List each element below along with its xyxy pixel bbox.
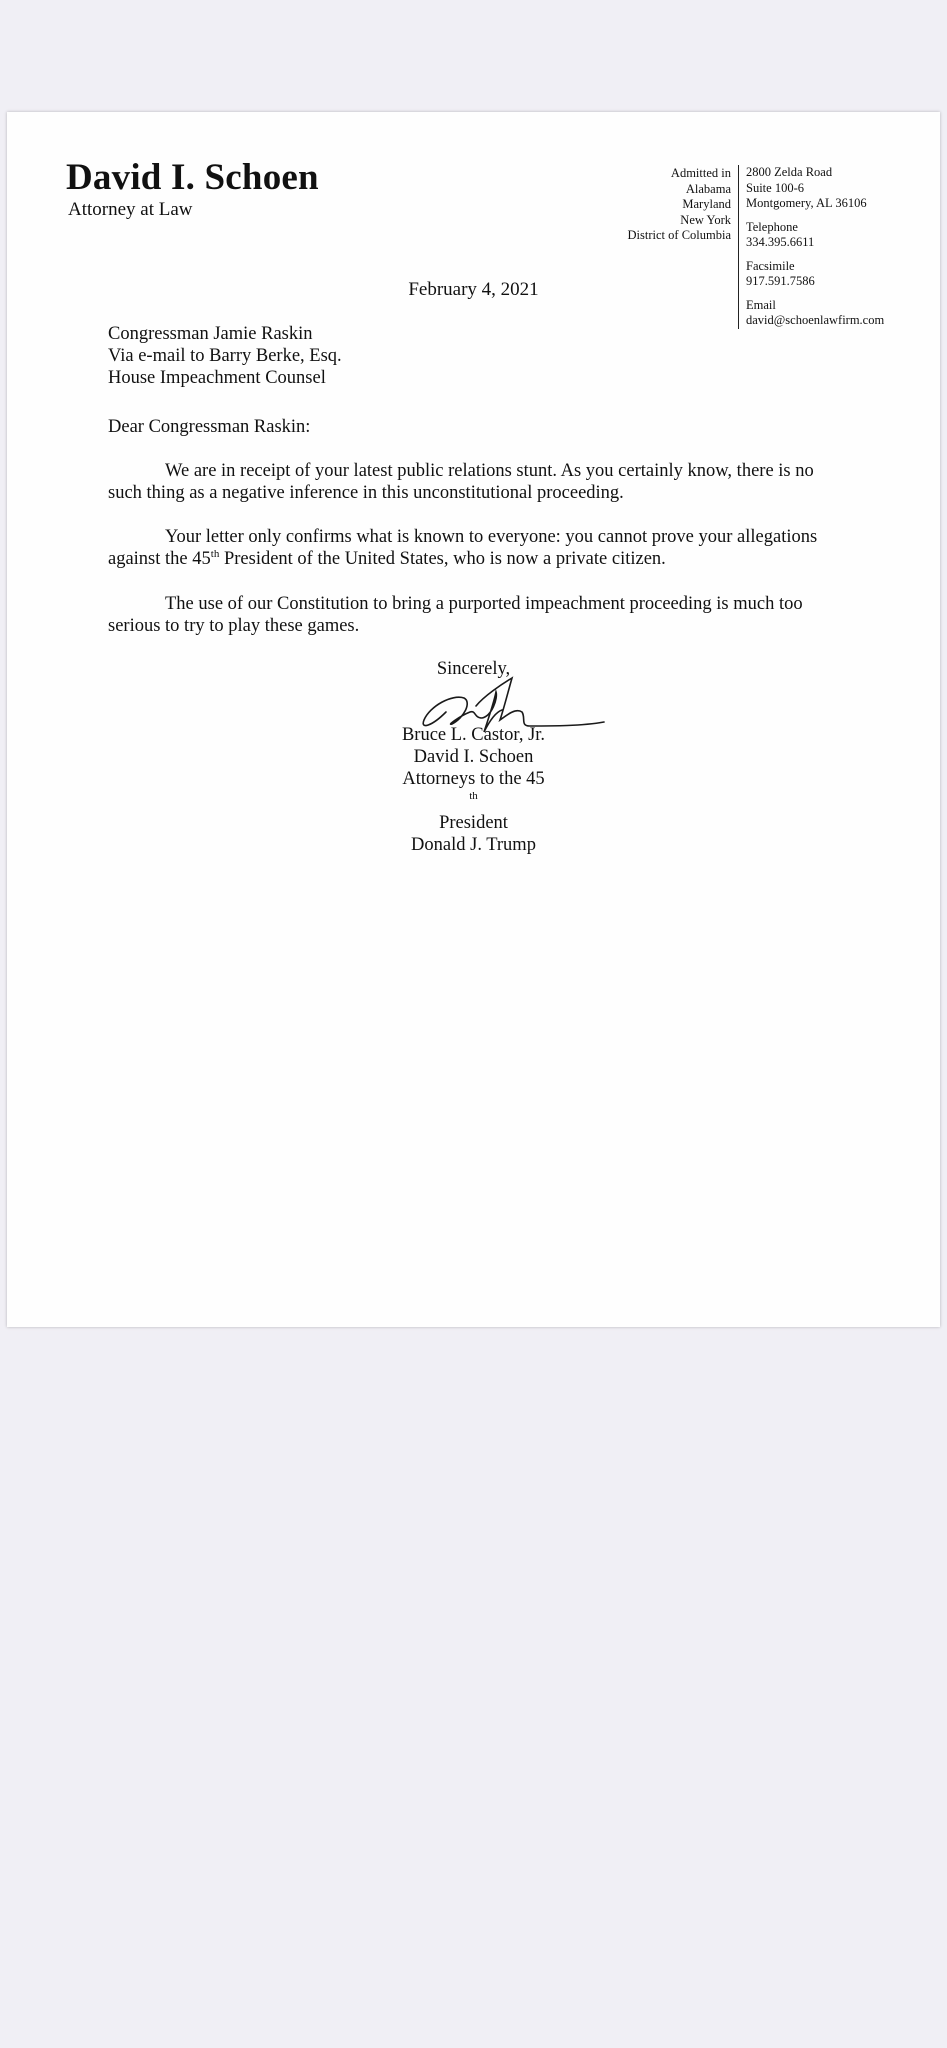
signature-block	[7, 724, 940, 856]
admitted-list	[628, 166, 731, 244]
letterhead-divider	[738, 165, 739, 329]
paragraph-3: The use of our Constitution to bring a purported impeachment proceeding is much too serious to try to play these games.	[108, 594, 803, 636]
telephone-label: Telephone	[746, 219, 798, 234]
paragraph-2	[108, 526, 848, 570]
letter-date: February 4, 2021	[408, 279, 539, 300]
recipient-line: Congressman Jamie Raskin	[108, 324, 313, 344]
facsimile-label: Facsimile	[746, 258, 795, 273]
address-line: Suite 100-6	[746, 180, 804, 195]
recipient-line: Via e-mail to Barry Berke, Esq.	[108, 346, 342, 366]
signer-title-text: Attorneys to the 45	[402, 769, 545, 789]
ordinal-suffix: th	[210, 547, 220, 560]
facsimile-number: 917.591.7586	[746, 274, 815, 288]
paragraph-1: We are in receipt of your latest public relations stunt. As you certainly know, there is no such thing as a negative inference in this unconstitutional proceeding.	[108, 461, 814, 503]
admitted-heading: Admitted in	[670, 166, 731, 180]
signer-name: David I. Schoen	[413, 747, 534, 767]
email-address: david@schoenlawfirm.com	[746, 313, 885, 327]
signer-title-text: President	[439, 813, 508, 833]
contact-block	[746, 165, 884, 329]
signer-client: Donald J. Trump	[411, 835, 536, 855]
signer-title	[7, 768, 940, 834]
paragraph-2-text: President of the United States, who is now a private citizen.	[219, 549, 666, 569]
admitted-state: Maryland	[682, 197, 731, 211]
recipient-line: House Impeachment Counsel	[108, 368, 326, 388]
admitted-state: Alabama	[685, 181, 731, 196]
paragraph-2-text: Your letter only confirms what is known to everyone: you cannot prove your allegations against the 45	[108, 527, 818, 569]
recipient-block	[108, 323, 848, 389]
email-label: Email	[746, 297, 776, 312]
ordinal-suffix: th	[469, 789, 478, 802]
closing: Sincerely,	[436, 659, 511, 679]
letterhead-name: David I. Schoen	[66, 157, 319, 198]
address-line: Montgomery, AL 36106	[746, 196, 867, 210]
letter-page	[7, 112, 940, 1327]
telephone-number: 334.395.6611	[746, 235, 815, 249]
address-line: 2800 Zelda Road	[746, 165, 833, 179]
signer-name: Bruce L. Castor, Jr.	[401, 725, 546, 745]
admitted-state: District of Columbia	[627, 228, 731, 242]
letterhead-subtitle: Attorney at Law	[68, 199, 193, 220]
admitted-state: New York	[680, 212, 731, 227]
salutation: Dear Congressman Raskin:	[108, 417, 311, 437]
